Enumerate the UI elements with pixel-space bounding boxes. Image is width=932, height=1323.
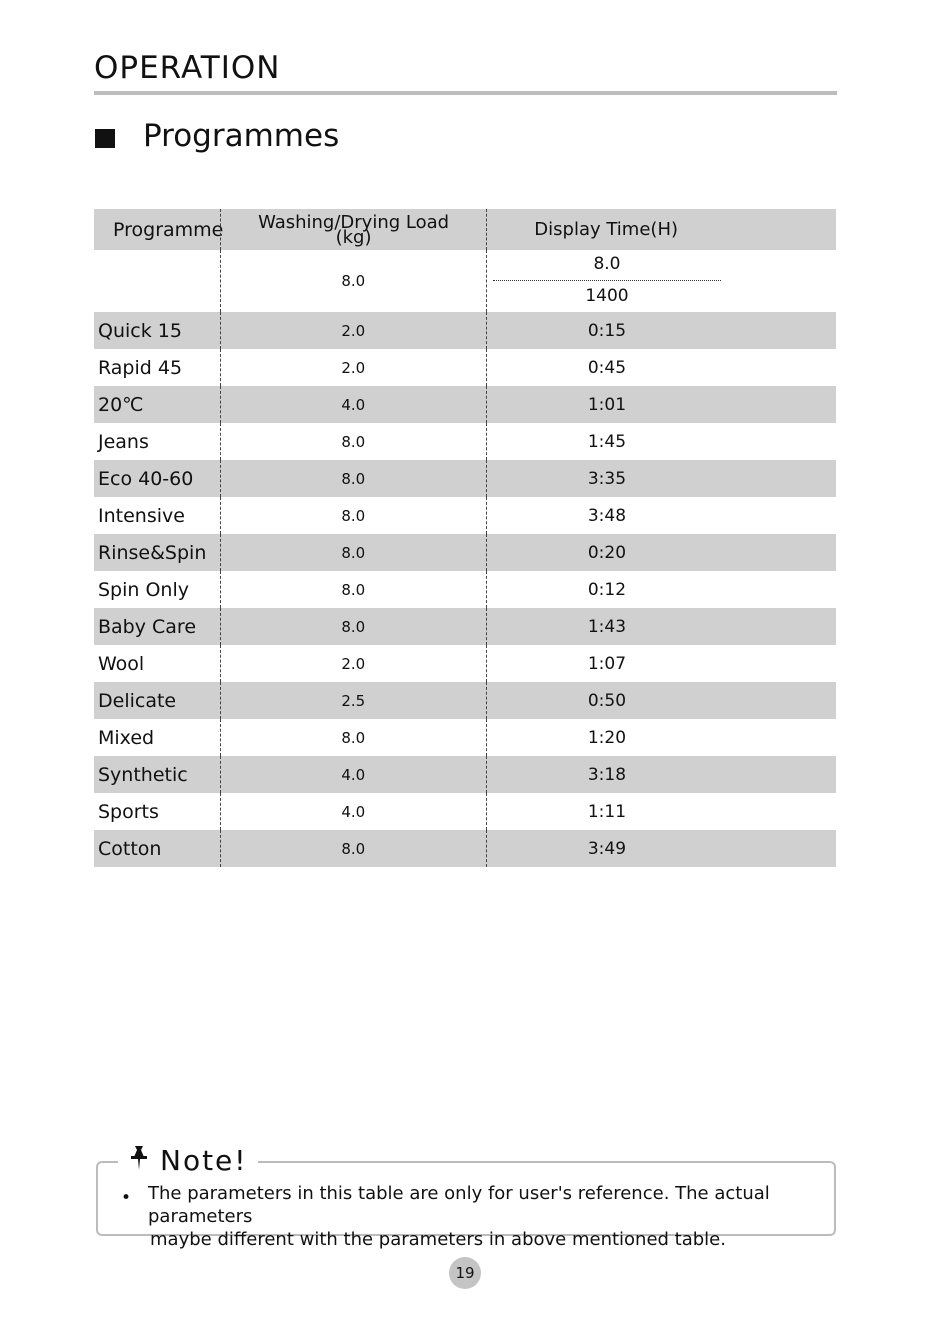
time-cell: 0:12: [486, 571, 836, 608]
time-cell: 0:15: [486, 312, 836, 349]
table-row: [94, 571, 836, 608]
load-cell: 8.0: [220, 497, 486, 534]
load-cell: 8.0: [220, 830, 486, 867]
table-row: [94, 719, 836, 756]
title-divider: [94, 91, 837, 95]
table-row: [94, 756, 836, 793]
programme-cell: Baby Care: [98, 615, 197, 638]
table-row: [94, 645, 836, 682]
time-cell: 0:45: [486, 349, 836, 386]
programme-cell: Intensive: [98, 504, 185, 527]
table-row: [94, 608, 836, 645]
load-cell: 8.0: [220, 719, 486, 756]
programme-cell: Delicate: [98, 689, 177, 712]
programme-cell: Rinse&Spin: [98, 541, 207, 564]
table-row: [94, 349, 836, 386]
time-cell: 1:43: [486, 608, 836, 645]
programme-cell: Mixed: [98, 726, 155, 749]
time-cell: 1:07: [486, 645, 836, 682]
square-bullet-icon: [95, 129, 115, 148]
note-title: Note!: [160, 1144, 248, 1177]
table-row: [94, 793, 836, 830]
load-cell: 8.0: [220, 571, 486, 608]
section-title: OPERATION: [94, 50, 281, 86]
time-cell: 1:01: [486, 386, 836, 423]
table-row: [94, 682, 836, 719]
programme-cell: Sports: [98, 800, 159, 823]
page-subtitle: Programmes: [143, 118, 340, 154]
table-row: [94, 460, 836, 497]
load-cell: 4.0: [220, 386, 486, 423]
note-line-2: maybe different with the parameters in above mentioned table.: [150, 1229, 726, 1250]
header-display-time: Display Time(H): [486, 209, 836, 250]
note-line-1: The parameters in this table are only for user's reference. The actual parameters: [148, 1183, 770, 1227]
load-cell: 8.0: [220, 534, 486, 571]
load-cell: 2.0: [220, 312, 486, 349]
programmes-table: [94, 209, 836, 867]
programme-cell: Eco 40-60: [98, 467, 194, 490]
header-load-line1: Washing/Drying Load: [258, 211, 450, 233]
time-cell: 1:45: [486, 423, 836, 460]
pushpin-icon: [126, 1144, 152, 1172]
programme-cell: 20℃: [98, 393, 144, 416]
table-row: [94, 534, 836, 571]
programme-cell: Jeans: [98, 430, 149, 453]
load-cell: 4.0: [220, 793, 486, 830]
time-cell: 0:50: [486, 682, 836, 719]
time-cell: 3:18: [486, 756, 836, 793]
table-row: [94, 830, 836, 867]
programme-cell: Rapid 45: [98, 356, 183, 379]
time-cell: 8.0 1400: [486, 250, 836, 312]
time-cell: 3:49: [486, 830, 836, 867]
load-cell: 8.0: [220, 250, 486, 312]
time-cell: 3:35: [486, 460, 836, 497]
load-cell: 8.0: [220, 460, 486, 497]
load-cell: 4.0: [220, 756, 486, 793]
time-cell: 1:20: [486, 719, 836, 756]
table-row: [94, 497, 836, 534]
time-cell: 0:20: [486, 534, 836, 571]
table-row: [94, 312, 836, 349]
programme-cell: [94, 250, 220, 312]
load-cell: 2.0: [220, 349, 486, 386]
programme-cell: Synthetic: [98, 763, 188, 786]
load-cell: 2.5: [220, 682, 486, 719]
note-text: [148, 1182, 828, 1251]
dotted-divider: [493, 280, 721, 281]
page-number: 19: [449, 1257, 481, 1289]
programme-cell: Quick 15: [98, 319, 182, 342]
programme-cell: Cotton: [98, 837, 162, 860]
table-body: [94, 312, 836, 867]
header-load-line2: (kg): [335, 226, 372, 248]
time-cell: 1:11: [486, 793, 836, 830]
table-header-row: [94, 209, 836, 250]
header-programme: Programme: [113, 218, 224, 241]
programme-cell: Wool: [98, 652, 145, 675]
header-load: [220, 209, 486, 250]
load-cell: 8.0: [220, 608, 486, 645]
table-row: [94, 386, 836, 423]
table-row: [94, 423, 836, 460]
time-cell: 3:48: [486, 497, 836, 534]
load-cell: 8.0: [220, 423, 486, 460]
programme-cell: Spin Only: [98, 578, 190, 601]
load-cell: 2.0: [220, 645, 486, 682]
table-row-default: [94, 250, 836, 312]
note-bullet: •: [121, 1188, 132, 1208]
